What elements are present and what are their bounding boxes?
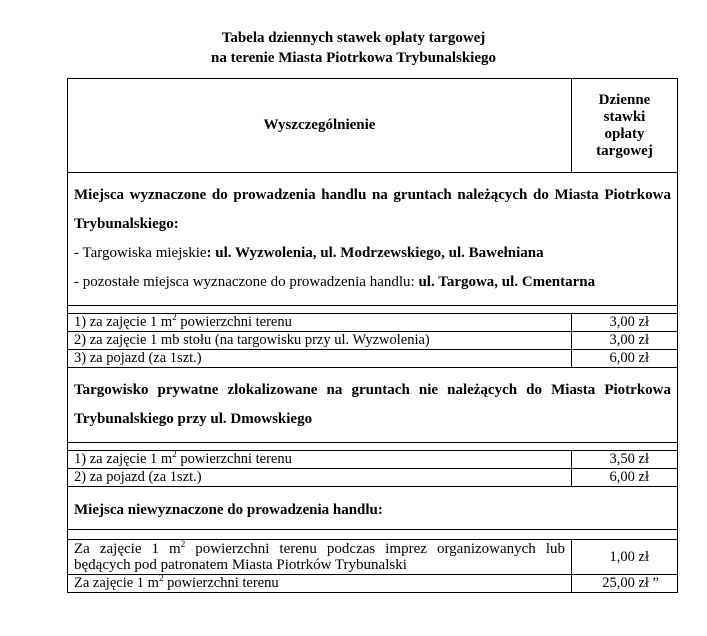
header-rates-line: stawki (603, 108, 646, 125)
row-rate: 25,00 zł ” (572, 575, 678, 593)
row-rate: 3,50 zł (572, 451, 678, 469)
row-description: Za zajęcie 1 $m^2$ powierzchni terenu podczas imprez organizowanych lub będących pod patronatem Miasta Piotrków Trybunalski (68, 540, 572, 575)
header-rates-line: opłaty (604, 125, 645, 142)
header-rates-line: targowej (596, 142, 653, 159)
header-description: Wyszczególnienie (68, 79, 572, 173)
title-line-2: na terenie Miasta Piotrkowa Trybunalskiego (211, 50, 496, 66)
table-row (68, 314, 678, 332)
gap-row (68, 443, 678, 451)
row-description: Za zajęcie 1 $m^2$ powierzchni terenu (68, 575, 572, 593)
section-1-line-2-prefix: - pozostałe miejsca wyznaczone do prowadzenia handlu: (74, 274, 419, 290)
section-3-heading-row (68, 487, 678, 530)
document-title (0, 28, 707, 68)
table-row (68, 575, 678, 593)
section-2-title: Targowisko prywatne zlokalizowane na gruntach nie należących do Miasta Piotrkowa Trybunalskiego przy ul. Dmowskiego (74, 382, 671, 427)
section-1-heading (68, 173, 678, 306)
row-rate: 6,00 zł (572, 350, 678, 368)
table-row (68, 451, 678, 469)
table-row (68, 540, 678, 575)
section-1-line-2 (74, 268, 671, 297)
section-1-line-2-streets: ul. Targowa, ul. Cmentarna (418, 274, 596, 290)
section-1-line-1-prefix: - Targowiska miejskie (74, 245, 207, 261)
section-1-line-1 (74, 239, 671, 268)
row-rate: 1,00 zł (572, 540, 678, 575)
header-rates (572, 79, 678, 173)
rates-table (67, 78, 678, 593)
row-rate: 6,00 zł (572, 469, 678, 487)
table-row (68, 350, 678, 368)
section-1-line-1-streets: : ul. Wyzwolenia, ul. Modrzewskiego, ul. Bawełniana (206, 245, 544, 261)
row-description: 2) za zajęcie 1 mb stołu (na targowisku przy ul. Wyzwolenia) (68, 332, 572, 350)
section-1-title: Miejsca wyznaczone do prowadzenia handlu na gruntach należących do Miasta Piotrkowa Trybunalskiego: (74, 187, 671, 232)
table-header-row (68, 79, 678, 173)
header-rates-line: Dzienne (598, 91, 651, 108)
gap-row (68, 306, 678, 314)
row-rate: 3,00 zł (572, 332, 678, 350)
row-description: 3) za pojazd (za 1szt.) (68, 350, 572, 368)
section-2-heading-row (68, 368, 678, 443)
section-1-heading-row (68, 173, 678, 306)
row-description: 1) za zajęcie 1 $m^2$ powierzchni terenu (68, 451, 572, 469)
table-row (68, 469, 678, 487)
row-rate: 3,00 zł (572, 314, 678, 332)
gap-row (68, 530, 678, 540)
title-line-1: Tabela dziennych stawek opłaty targowej (221, 30, 486, 46)
row-description: 1) za zajęcie 1 $m^2$ powierzchni terenu (68, 314, 572, 332)
section-3-heading: Miejsca niewyznaczone do prowadzenia handlu: (68, 487, 678, 530)
row-description: 2) za pojazd (za 1szt.) (68, 469, 572, 487)
section-2-heading (68, 368, 678, 443)
table-row (68, 332, 678, 350)
